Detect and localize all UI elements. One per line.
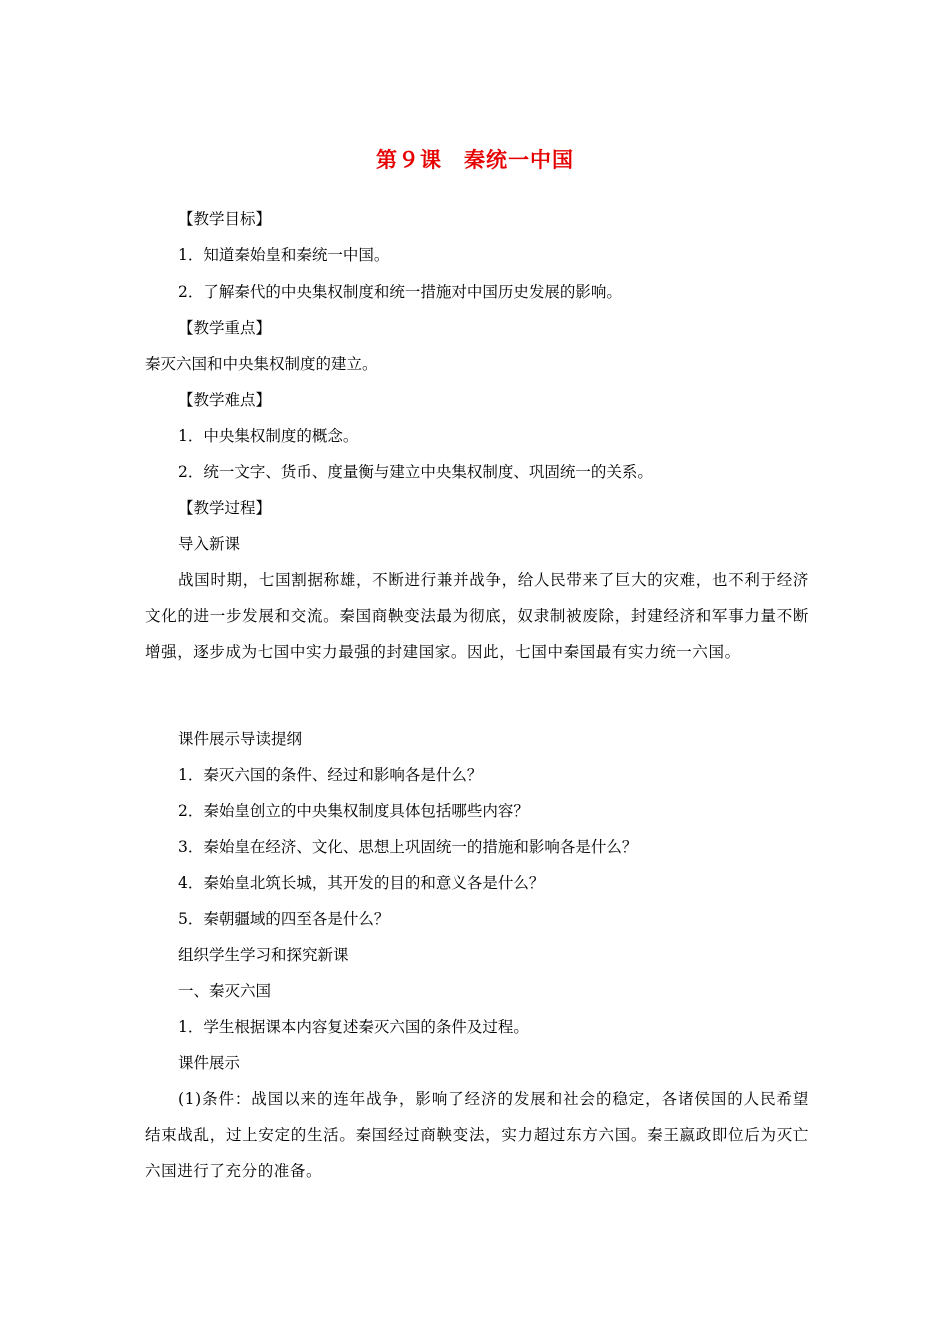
organize-learning-heading: 组织学生学习和探究新课 [178,946,349,964]
key-point-text: 秦灭六国和中央集权制度的建立。 [145,355,378,373]
courseware-outline-heading: 课件展示导读提纲 [178,730,303,748]
section-item-1: 1．学生根据课本内容复述秦灭六国的条件及过程。 [178,1018,529,1036]
difficult-item-2: 2．统一文字、货币、度量衡与建立中央集权制度、巩固统一的关系。 [178,463,653,481]
heading-teaching-process: 【教学过程】 [178,499,272,517]
goal-item-2: 2．了解秦代的中央集权制度和统一措施对中国历史发展的影响。 [178,283,622,301]
lesson-title: 第９课 秦统一中国 [376,148,574,172]
heading-key-points: 【教学重点】 [178,319,272,337]
outline-question-3: 3．秦始皇在经济、文化、思想上巩固统一的措施和影响各是什么？ [178,838,638,856]
heading-teaching-goals: 【教学目标】 [178,210,272,228]
difficult-item-1: 1．中央集权制度的概念。 [178,427,359,445]
outline-question-2: 2．秦始皇创立的中央集权制度具体包括哪些内容？ [178,802,529,820]
heading-difficult-points: 【教学难点】 [178,391,272,409]
paragraph-intro: 战国时期，七国割据称雄，不断进行兼并战争，给人民带来了巨大的灾难，也不利于经济文化的进一步发展和交流。秦国商鞅变法最为彻底，奴隶制被废除，封建经济和军事力量不断增强，逐步成为七国中实力最强的封建国家。因此，七国中秦国最有实力统一六国。 [145,571,809,661]
intro-new-lesson: 导入新课 [178,535,241,553]
courseware-display: 课件展示 [178,1054,241,1072]
outline-question-1: 1．秦灭六国的条件、经过和影响各是什么？ [178,766,483,784]
outline-question-4: 4．秦始皇北筑长城，其开发的目的和意义各是什么？ [178,874,545,892]
paragraph-conditions: (1)条件：战国以来的连年战争，影响了经济的发展和社会的稳定，各诸侯国的人民希望结束战乱，过上安定的生活。秦国经过商鞅变法，实力超过东方六国。秦王嬴政即位后为灭亡六国进行了充分的准备。 [145,1090,809,1180]
section-qin-conquers: 一、秦灭六国 [178,982,272,1000]
outline-question-5: 5．秦朝疆域的四至各是什么？ [178,910,390,928]
goal-item-1: 1．知道秦始皇和秦统一中国。 [178,246,390,264]
